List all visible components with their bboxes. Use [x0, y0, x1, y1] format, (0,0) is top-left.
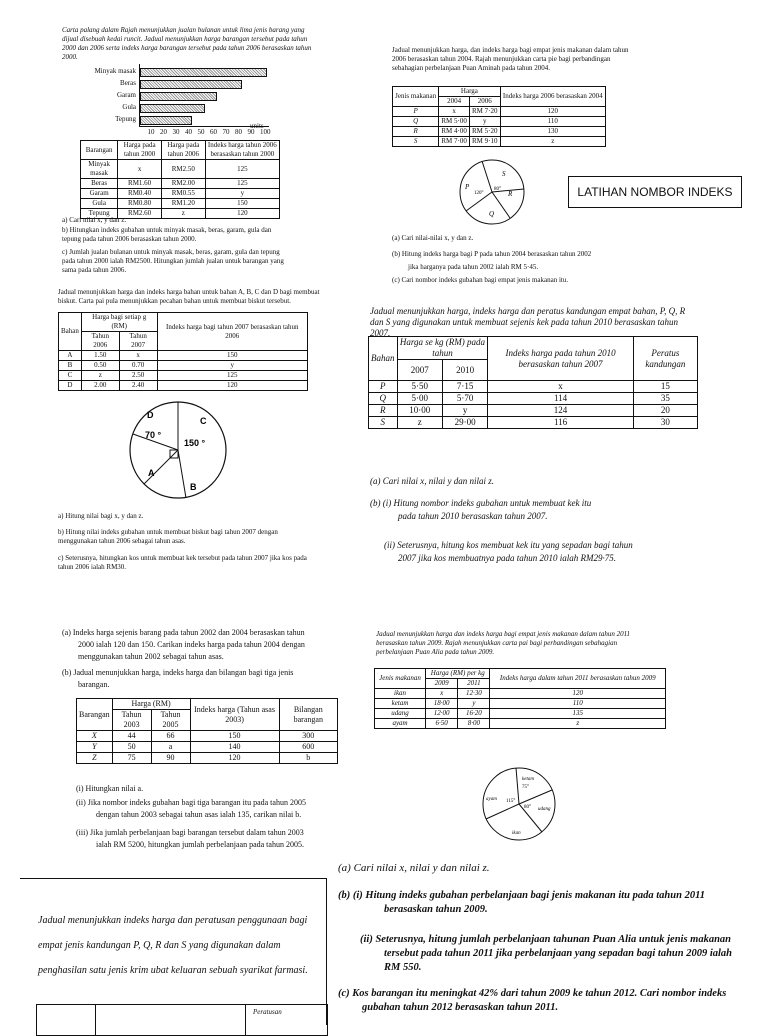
q4-table-row: [369, 417, 698, 429]
q2-pie-angle: 80°: [494, 187, 501, 192]
q5-table-cell: 66: [151, 731, 190, 742]
q6-pie-label: udang: [538, 807, 551, 812]
q1-table-cell: x: [118, 160, 162, 179]
q1-table-cell: Gula: [81, 199, 118, 209]
q3-table-row: [59, 351, 308, 361]
q4-qb2b: 2007 jika kos membuatnya pada tahun 2010 ialah RM29·75.: [398, 553, 616, 563]
q3-table-cell: 2.00: [81, 381, 119, 391]
q5-th-barangan: Barangan: [77, 699, 113, 731]
q3-th-y2: Tahun 2007: [119, 332, 157, 351]
q5-table-cell: a: [151, 742, 190, 753]
q5-table: [76, 698, 338, 764]
q1-table-cell: 150: [205, 199, 279, 209]
q4-th-indeks: Indeks harga pada tahun 2010 berasaskan tahun 2007: [488, 337, 633, 381]
q3-table-cell: x: [119, 351, 157, 361]
q1-table-cell: RM1.60: [118, 179, 162, 189]
q3-pie-angle: 150 °: [184, 438, 206, 448]
q5-th-harga: Harga (RM): [112, 699, 190, 710]
q2-table-cell: RM 9·10: [469, 137, 500, 147]
q6-table-cell: z: [490, 719, 666, 729]
q5-ii2: dengan tahun 2003 sebagai tahun asas ialah 135, carikan nilai b.: [96, 810, 302, 819]
q4-table-cell: 5·00: [397, 393, 442, 405]
q5-table-cell: 75: [112, 753, 151, 764]
q5-b2: barangan.: [78, 680, 110, 689]
q4-table-cell: 20: [633, 405, 697, 417]
q4-table-cell: P: [369, 381, 398, 393]
q6-th-y2: 2011: [458, 679, 490, 689]
q1-bar-chart: [60, 64, 330, 136]
q4-table-cell: 35: [633, 393, 697, 405]
q4-qb1: (b) (i) Hitung nombor indeks gubahan untuk membuat kek itu: [370, 498, 592, 508]
q4-intro: Jadual menunjukkan harga, indeks harga dan peratus kandungan empat bahan, P, Q, R dan S yang digunakan untuk membuat sejenis kek pada tahun 2010 berasaskan tahun 2007.: [370, 306, 686, 338]
q1-table-cell: Minyak masak: [81, 160, 118, 179]
q1-table-cell: z: [161, 209, 205, 219]
q3-intro: Jadual menunjukkan harga dan indeks harga bahan untuk bahan A, B, C dan D bagi membuat biskut. Carta pai pula menunjukkan pecahan bahan untuk membuat biskut tersebut.: [58, 288, 320, 305]
q1-bar: [140, 104, 205, 113]
q3-table-cell: C: [59, 371, 82, 381]
q2-table-cell: RM 4·00: [439, 127, 470, 137]
q5-iii1: (iii) Jika jumlah perbelanjaan bagi barangan tersebut dalam tahun 2003: [76, 828, 304, 837]
q6-table-cell: 16·20: [458, 709, 490, 719]
q3-th-harga: Harga bagi setiap g (RM): [81, 313, 157, 332]
q1-table-row: [81, 179, 280, 189]
q3-qb: b) Hitung nilai indeks gubahan untuk membuat biskut bagi tahun 2007 dengan menggunakan tahun 2006 sebagai tahun asas.: [58, 528, 278, 545]
q1-table-cell: 125: [205, 160, 279, 179]
q1-bar-label: Minyak masak: [94, 67, 136, 75]
q2-table-cell: x: [439, 107, 470, 117]
q1-table-cell: Beras: [81, 179, 118, 189]
q5-table-cell: 300: [279, 731, 337, 742]
q1-axis-y: [139, 64, 140, 126]
q1-th: Harga pada tahun 2000: [118, 141, 162, 160]
q6-table-cell: y: [458, 699, 490, 709]
q1-table: [80, 140, 280, 219]
q6-th-jenis: Jenis makanan: [375, 669, 426, 689]
q4-table-cell: 7·15: [442, 381, 487, 393]
q1-bar: [140, 80, 242, 89]
q2-pie-label: Q: [489, 210, 495, 218]
q5-ii1: (ii) Jika nombor indeks gubahan bagi tiga barangan itu pada tahun 2005: [76, 798, 306, 807]
q5-table-row: [77, 753, 338, 764]
q6-th-indeks: Indeks harga dalam tahun 2011 berasaskan tahun 2009: [490, 669, 666, 689]
q1-bar: [140, 92, 217, 101]
q6-table-cell: 18·00: [426, 699, 458, 709]
q2-pie-label: S: [502, 170, 506, 178]
q2-qa: (a) Cari nilai-nilai x, y dan z.: [392, 234, 474, 242]
q5-table-cell: b: [279, 753, 337, 764]
q3-pie-chart: [120, 398, 236, 502]
q6-table-cell: x: [426, 689, 458, 699]
q4-qb1b: pada tahun 2010 berasaskan tahun 2007.: [398, 511, 548, 521]
q3-table-cell: 1.50: [81, 351, 119, 361]
q3-table-cell: 2.40: [119, 381, 157, 391]
q5-table-cell: 600: [279, 742, 337, 753]
q1-th: Barangan: [81, 141, 118, 160]
q7-intro: Jadual menunjukkan indeks harga dan peratusan penggunaan bagi empat jenis kandungan P, Q, R dan S yang digunakan dalam penghasilan satu jenis krim ubat keluaran sebuah syarikat farmasi.: [38, 915, 308, 976]
q1-table-cell: 125: [205, 179, 279, 189]
q1-tick-label: 50: [197, 128, 205, 136]
q4-table-cell: z: [397, 417, 442, 429]
q3-th-indeks: Indeks harga bagi tahun 2007 berasaskan tahun 2006: [157, 313, 307, 351]
q5-table-cell: 150: [190, 731, 279, 742]
q4-table-cell: y: [442, 405, 487, 417]
q6-qb2b: tersebut pada tahun 2011 jika perbelanjaan yang sepadan bagi tahun 2009 ialah: [384, 948, 733, 959]
q1-table-cell: RM2.60: [118, 209, 162, 219]
q6-table-cell: 120: [490, 689, 666, 699]
q2-table-cell: 120: [500, 107, 605, 117]
q3-pie-label: A: [148, 468, 155, 478]
q6-table-cell: 110: [490, 699, 666, 709]
q2-th-harga: Harga: [439, 87, 500, 97]
q6-table-cell: 12·00: [426, 709, 458, 719]
q2-table: [392, 86, 606, 147]
q1-tick-label: 30: [172, 128, 180, 136]
q2-intro: Jadual menunjukkan harga, dan indeks harga bagi empat jenis makanan dalam tahun 2006 berasaskan tahun 2004. Rajah menunjukkan carta pie bagi perbandingan sebahagian perbelanjaan Puan Aminah pada tahun 2004.: [392, 46, 629, 72]
q3-pie-label: C: [200, 416, 207, 426]
q6-qb2c: RM 550.: [384, 962, 422, 973]
q4-qa: (a) Cari nilai x, nilai y dan nilai z.: [370, 476, 494, 486]
q4-table: [368, 336, 698, 429]
q1-tick-label: 20: [160, 128, 167, 136]
q6-table-cell: 6·50: [426, 719, 458, 729]
q6-table-cell: udang: [375, 709, 426, 719]
q2-table-cell: P: [393, 107, 439, 117]
q4-table-cell: Q: [369, 393, 398, 405]
q2-th-indeks: Indeks harga 2006 berasaskan 2004: [500, 87, 605, 107]
q3-th-bahan: Bahan: [59, 313, 82, 351]
q6-qc2: gubahan tahun 2012 berasaskan tahun 2011.: [362, 1002, 559, 1013]
q5-th-indeks: Indeks harga (Tahun asas 2003): [190, 699, 279, 731]
q4-th-bahan: Bahan: [369, 337, 398, 381]
q2-th-y2: 2006: [469, 97, 500, 107]
q6-qb1b: berasaskan tahun 2009.: [384, 904, 488, 915]
q3-table-cell: y: [157, 361, 307, 371]
q1-tick-label: 10: [147, 128, 155, 136]
q2-table-row: [393, 117, 606, 127]
q1-table-cell: y: [205, 189, 279, 199]
q6-qc1: (c) Kos barangan itu meningkat 42% dari tahun 2009 ke tahun 2012. Cari nombor indeks: [338, 988, 727, 999]
q6-table-cell: 135: [490, 709, 666, 719]
q3-table-cell: 150: [157, 351, 307, 361]
q5-th-bil: Bilangan barangan: [279, 699, 337, 731]
q6-table-cell: ikan: [375, 689, 426, 699]
q2-table-row: [393, 137, 606, 147]
q1-bar-label: Garam: [116, 91, 136, 99]
q1-table-row: [81, 160, 280, 179]
q7-table: [36, 1004, 328, 1036]
q1-tick-label: 40: [185, 128, 192, 136]
q6-pie-angle: 75°: [522, 785, 529, 790]
q1-table-cell: RM2.50: [161, 160, 205, 179]
q4-table-row: [369, 393, 698, 405]
q1-intro: Carta palang dalam Rajah menunjukkan jualan bulanan untuk lima jenis barang yang dijual disebuah kedai runcit. Jadual menunjukkan harga barangan tersebut pada tahun 2000 dan 2006 serta indeks harga barangan tersebut pada tahun 2006 berasaskan tahun 2000.: [62, 26, 312, 61]
q5-table-row: [77, 742, 338, 753]
q4-table-cell: 116: [488, 417, 633, 429]
q1-table-cell: 120: [205, 209, 279, 219]
q4-th-y2: 2010: [442, 360, 487, 381]
q1-bar-label: Beras: [120, 79, 136, 87]
q6-pie-label: ayam: [486, 797, 497, 802]
q2-table-cell: Q: [393, 117, 439, 127]
q5-a2: 2000 ialah 120 dan 150. Carikan indeks harga pada tahun 2004 dengan: [78, 640, 305, 649]
q5-a1: (a) Indeks harga sejenis barang pada tahun 2002 dan 2004 berasaskan tahun: [62, 628, 305, 637]
q1-th: Indeks harga tahun 2006 berasaskan tahun 2000: [205, 141, 279, 160]
q2-table-cell: RM 7·20: [469, 107, 500, 117]
q6-intro: Jadual menunjukkan harga dan indeks harga bagi empat jenis makanan dalam tahun 2011 berasaskan tahun 2009. Rajah menunjukkan carta pai bagi perbandingan sebahagian perbelanjaan Puan Alia pada tahun 2009.: [376, 630, 631, 656]
q4-table-row: [369, 405, 698, 417]
q1-qb: b) Hitungkan indeks gubahan untuk minyak masak, beras, garam, gula dan tepung pada tahun 2006 berasaskan tahun 2000.: [62, 226, 272, 243]
q2-table-cell: 130: [500, 127, 605, 137]
q5-table-cell: Z: [77, 753, 113, 764]
q6-table-row: [375, 699, 666, 709]
q1-table-cell: Garam: [81, 189, 118, 199]
q2-th-jenis: Jenis makanan: [393, 87, 439, 107]
q6-th-harga: Harga (RM) per kg: [426, 669, 490, 679]
q5-table-cell: 90: [151, 753, 190, 764]
q3-table: [58, 312, 308, 391]
q4-table-cell: 5·50: [397, 381, 442, 393]
q3-table-cell: D: [59, 381, 82, 391]
q6-table-row: [375, 689, 666, 699]
q2-pie-angle: 120°: [474, 191, 484, 196]
q1-tick-label: 70: [222, 128, 230, 136]
q2-table-cell: R: [393, 127, 439, 137]
q6-table-row: [375, 709, 666, 719]
q4-table-cell: 10·00: [397, 405, 442, 417]
q5-th-y2: Tahun 2005: [151, 710, 190, 731]
q2-table-cell: RM 5·20: [469, 127, 500, 137]
q6-table-cell: ayam: [375, 719, 426, 729]
q4-table-cell: R: [369, 405, 398, 417]
q2-table-cell: z: [500, 137, 605, 147]
q2-table-cell: 110: [500, 117, 605, 127]
q5-table-row: [77, 731, 338, 742]
title-box: LATIHAN NOMBOR INDEKS: [568, 176, 742, 208]
q4-table-cell: 124: [488, 405, 633, 417]
q1-tick-label: 60: [210, 128, 217, 136]
q5-table-cell: 140: [190, 742, 279, 753]
q3-pie-angle: 70 °: [145, 430, 162, 440]
q6-pie-chart: [474, 764, 564, 844]
q6-table: [374, 668, 666, 729]
q5-table-cell: 50: [112, 742, 151, 753]
q4-table-row: [369, 381, 698, 393]
q6-qa: (a) Cari nilai x, nilai y dan nilai z.: [338, 862, 490, 874]
q3-th-y1: Tahun 2006: [81, 332, 119, 351]
q4-th-peratus: Peratus kandungan: [633, 337, 697, 381]
q1-tick-label: 90: [247, 128, 255, 136]
q6-pie-angle: 80°: [524, 805, 531, 810]
q6-pie-label: ketam: [522, 777, 534, 782]
q2-pie-label: R: [508, 190, 513, 198]
q6-table-cell: 8·00: [458, 719, 490, 729]
q5-iii2: ialah RM 5200, hitungkan jumlah perbelanjaan pada tahun 2005.: [96, 840, 304, 849]
q2-qc: (c) Cari nombor indeks gubahan bagi empat jenis makanan itu.: [392, 276, 569, 284]
q4-qb2: (ii) Seterusnya, hitung kos membuat kek itu yang sepadan bagi tahun: [384, 540, 633, 550]
q2-qb2: jika harganya pada tahun 2002 ialah RM 5·45.: [408, 263, 539, 271]
q2-table-row: [393, 127, 606, 137]
q6-qb2: (ii) Seterusnya, hitung jumlah perbelanjaan tahunan Puan Alia untuk jenis makanan: [360, 934, 732, 945]
q4-table-cell: x: [488, 381, 633, 393]
q3-table-cell: B: [59, 361, 82, 371]
q6-table-row: [375, 719, 666, 729]
q5-table-cell: 120: [190, 753, 279, 764]
q1-table-cell: RM2.00: [161, 179, 205, 189]
q5-th-y1: Tahun 2003: [112, 710, 151, 731]
q1-th: Harga pada tahun 2006: [161, 141, 205, 160]
q1-bar-label: Tepung: [115, 115, 136, 123]
q3-qc: c) Seterusnya, hitungkan kos untuk membuat kek tersebut pada tahun 2007 jika kos pada tahun 2006 ialah RM30.: [58, 554, 307, 571]
q1-table-cell: RM0.55: [161, 189, 205, 199]
q5-table-cell: 44: [112, 731, 151, 742]
q2-table-cell: RM 5·00: [439, 117, 470, 127]
q3-table-cell: 125: [157, 371, 307, 381]
q4-th-y1: 2007: [397, 360, 442, 381]
q5-i: (i) Hitungkan nilai a.: [76, 784, 144, 793]
q6-th-y1: 2009: [426, 679, 458, 689]
q4-th-harga: Harga se kg (RM) pada tahun: [397, 337, 488, 360]
q3-table-cell: A: [59, 351, 82, 361]
q1-bar: [140, 68, 267, 77]
q1-table-row: [81, 189, 280, 199]
q3-table-cell: 120: [157, 381, 307, 391]
q3-table-row: [59, 381, 308, 391]
q2-table-cell: RM 7·00: [439, 137, 470, 147]
q1-tick-label: 80: [235, 128, 242, 136]
q2-th-y1: 2004: [439, 97, 470, 107]
q1-table-cell: RM0.80: [118, 199, 162, 209]
q4-table-cell: 5·70: [442, 393, 487, 405]
q1-axis-unit: units: [250, 122, 264, 130]
q4-table-cell: 15: [633, 381, 697, 393]
q6-table-cell: ketam: [375, 699, 426, 709]
q5-a3: menggunakan tahun 2002 sebagai tahun asas.: [78, 652, 224, 661]
q4-table-cell: 30: [633, 417, 697, 429]
q6-pie-label: ikan: [512, 831, 521, 836]
q2-table-cell: y: [469, 117, 500, 127]
q1-bar-label: Gula: [122, 103, 136, 111]
q3-table-cell: 0.70: [119, 361, 157, 371]
q6-pie-angle: 115°: [506, 799, 516, 804]
q3-pie-label: D: [147, 410, 154, 420]
q2-pie-label: P: [465, 183, 470, 191]
q5-b1: (b) Jadual menunjukkan harga, indeks harga dan bilangan bagi tiga jenis: [62, 668, 294, 677]
q3-table-cell: z: [81, 371, 119, 381]
q6-table-cell: 12·30: [458, 689, 490, 699]
q3-qa: a) Hitung nilai bagi x, y dan z.: [58, 512, 144, 520]
q3-table-row: [59, 361, 308, 371]
q1-table-row: [81, 199, 280, 209]
q1-table-cell: RM1.20: [161, 199, 205, 209]
q3-table-cell: 0.50: [81, 361, 119, 371]
q4-table-cell: S: [369, 417, 398, 429]
q1-bar: [140, 116, 192, 125]
q7-th-peratus: Peratusan: [253, 1008, 282, 1016]
q2-pie-chart: [452, 156, 532, 228]
q5-table-cell: Y: [77, 742, 113, 753]
q2-qb1: (b) Hitung indeks harga bagi P pada tahun 2004 berasaskan tahun 2002: [392, 250, 592, 258]
q3-table-row: [59, 371, 308, 381]
q2-table-cell: S: [393, 137, 439, 147]
q1-tick-label: 100: [260, 128, 271, 136]
q2-table-row: [393, 107, 606, 117]
q4-table-cell: 114: [488, 393, 633, 405]
q1-table-cell: Tepung: [81, 209, 118, 219]
q4-table-cell: 29·00: [442, 417, 487, 429]
q5-table-cell: X: [77, 731, 113, 742]
q1-qc: c) Jumlah jualan bulanan untuk minyak masak, beras, garam, gula dan tepung pada tahun 2000 ialah RM2500. Hitungkan jumlah jualan untuk barangan yang sama pada tahun 2006.: [62, 248, 284, 274]
q6-qb1: (b) (i) Hitung indeks gubahan perbelanjaan bagi jenis makanan itu pada tahun 2011: [338, 890, 705, 901]
q1-table-cell: RM0.40: [118, 189, 162, 199]
q3-pie-label: B: [190, 482, 197, 492]
q1-qa: a) Cari nilai x, y dan z.: [62, 216, 127, 224]
q3-table-cell: 2.50: [119, 371, 157, 381]
